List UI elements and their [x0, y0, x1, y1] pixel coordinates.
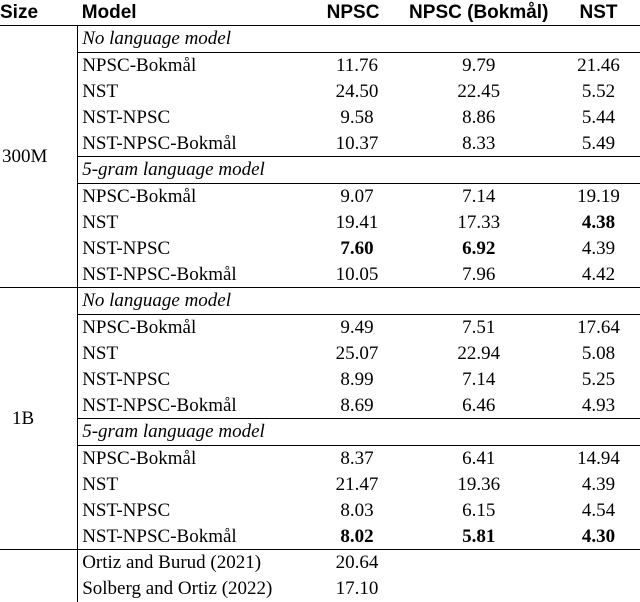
table-row — [0, 392, 640, 418]
header-size: Size — [0, 2, 39, 23]
nst-cell: 5.44 — [581, 106, 616, 128]
size-cell: 1B — [0, 287, 78, 549]
bokmal-cell: 22.45 — [457, 80, 501, 102]
model-cell: NPSC-Bokmål — [82, 448, 197, 470]
size-cell-empty — [0, 576, 78, 602]
npsc-cell: 20.64 — [335, 552, 379, 574]
header-npsc: NPSC — [326, 2, 380, 23]
npsc-cell: 8.99 — [340, 368, 374, 390]
table-row — [0, 183, 640, 209]
nst-cell: 4.42 — [557, 261, 640, 287]
nst-cell: 5.25 — [581, 368, 616, 390]
model-cell: NST-NPSC-Bokmål — [82, 132, 237, 154]
bokmal-cell: 22.94 — [457, 342, 501, 364]
bokmal-cell: 7.51 — [462, 317, 496, 339]
model-cell: NST-NPSC-Bokmål — [78, 261, 306, 287]
bokmal-cell: 8.86 — [462, 106, 496, 128]
bokmal-cell-empty — [400, 576, 557, 602]
nst-cell: 21.46 — [577, 55, 620, 77]
nst-cell: 5.52 — [581, 80, 616, 102]
model-cell: NPSC-Bokmål — [82, 55, 197, 77]
model-cell: NST — [82, 473, 119, 495]
model-cell: Ortiz and Burud (2021) — [82, 552, 262, 574]
model-cell: NST-NPSC-Bokmål — [78, 523, 306, 549]
model-cell: NST-NPSC-Bokmål — [82, 394, 237, 416]
table-row — [0, 472, 640, 498]
bokmal-cell-best: 6.92 — [462, 237, 496, 259]
header-npsc-bokmal: NPSC (Bokmål) — [409, 2, 549, 23]
npsc-cell: 9.49 — [340, 317, 374, 339]
section-header-row — [0, 156, 640, 183]
model-cell: NST-NPSC — [82, 368, 171, 390]
npsc-cell: 10.05 — [306, 261, 401, 287]
bokmal-cell: 7.14 — [462, 186, 496, 208]
table-row — [0, 261, 640, 287]
table-row — [0, 523, 640, 549]
section-title: 5-gram language model — [78, 418, 640, 445]
header-model: Model — [81, 2, 137, 23]
npsc-cell: 9.58 — [340, 106, 374, 128]
model-cell: NST-NPSC — [82, 106, 171, 128]
npsc-cell-best: 8.02 — [306, 523, 401, 549]
nst-cell-empty — [557, 576, 640, 602]
table-row — [0, 79, 640, 105]
npsc-cell: 9.07 — [340, 186, 374, 208]
section-header-row — [0, 418, 640, 445]
nst-cell-best: 4.38 — [581, 211, 616, 233]
npsc-cell: 19.41 — [335, 211, 379, 233]
section-title: No language model — [78, 287, 640, 314]
bokmal-cell: 8.33 — [462, 132, 496, 154]
npsc-cell: 25.07 — [335, 342, 379, 364]
section-header-row — [0, 287, 640, 314]
section-title: No language model — [78, 26, 640, 53]
table-row — [0, 366, 640, 392]
nst-cell-best: 4.30 — [557, 523, 640, 549]
model-cell: NST — [82, 342, 119, 364]
model-cell: NPSC-Bokmål — [82, 186, 197, 208]
npsc-cell: 8.03 — [340, 499, 374, 521]
reference-row — [0, 576, 640, 602]
npsc-cell-best: 7.60 — [340, 237, 374, 259]
npsc-cell: 24.50 — [335, 80, 379, 102]
table-row — [0, 497, 640, 523]
size-cell: 300M — [0, 26, 78, 288]
header-nst: NST — [579, 2, 618, 23]
nst-cell: 4.39 — [581, 237, 616, 259]
bokmal-cell-empty — [400, 549, 557, 575]
nst-cell: 4.93 — [581, 394, 616, 416]
nst-cell: 5.08 — [581, 342, 616, 364]
model-cell: NPSC-Bokmål — [82, 317, 197, 339]
bokmal-cell: 19.36 — [457, 473, 501, 495]
nst-cell: 5.49 — [581, 132, 616, 154]
table-row — [0, 341, 640, 367]
npsc-cell: 17.10 — [335, 578, 379, 600]
nst-cell: 14.94 — [577, 448, 620, 470]
model-cell: NST — [82, 80, 119, 102]
bokmal-cell: 6.41 — [462, 448, 496, 470]
nst-cell: 4.54 — [581, 499, 616, 521]
npsc-cell: 8.37 — [340, 448, 374, 470]
model-cell: NST-NPSC — [82, 499, 171, 521]
table-row — [0, 130, 640, 156]
bokmal-cell: 6.15 — [462, 499, 496, 521]
bokmal-cell: 7.96 — [400, 261, 557, 287]
table-row — [0, 210, 640, 236]
npsc-cell: 10.37 — [335, 132, 379, 154]
size-cell-empty — [0, 549, 78, 575]
npsc-cell: 11.76 — [336, 55, 379, 77]
table-row — [0, 52, 640, 78]
table-row — [0, 104, 640, 130]
npsc-cell: 21.47 — [335, 473, 379, 495]
model-cell: NST — [82, 211, 119, 233]
model-cell: NST-NPSC — [82, 237, 171, 259]
bokmal-cell: 6.46 — [462, 394, 496, 416]
table-row — [0, 235, 640, 261]
bokmal-cell: 7.14 — [462, 368, 496, 390]
nst-cell: 19.19 — [577, 186, 620, 208]
nst-cell: 17.64 — [577, 317, 620, 339]
reference-row — [0, 549, 640, 575]
npsc-cell: 8.69 — [340, 394, 374, 416]
section-title: 5-gram language model — [78, 156, 640, 183]
nst-cell-empty — [557, 549, 640, 575]
bokmal-cell: 17.33 — [457, 211, 501, 233]
header-row — [0, 0, 640, 26]
table-row — [0, 314, 640, 340]
section-header-row — [0, 26, 640, 53]
table-row — [0, 445, 640, 471]
model-cell: Solberg and Ortiz (2022) — [82, 578, 273, 600]
nst-cell: 4.39 — [581, 473, 616, 495]
bokmal-cell: 9.79 — [462, 55, 496, 77]
bokmal-cell-best: 5.81 — [400, 523, 557, 549]
